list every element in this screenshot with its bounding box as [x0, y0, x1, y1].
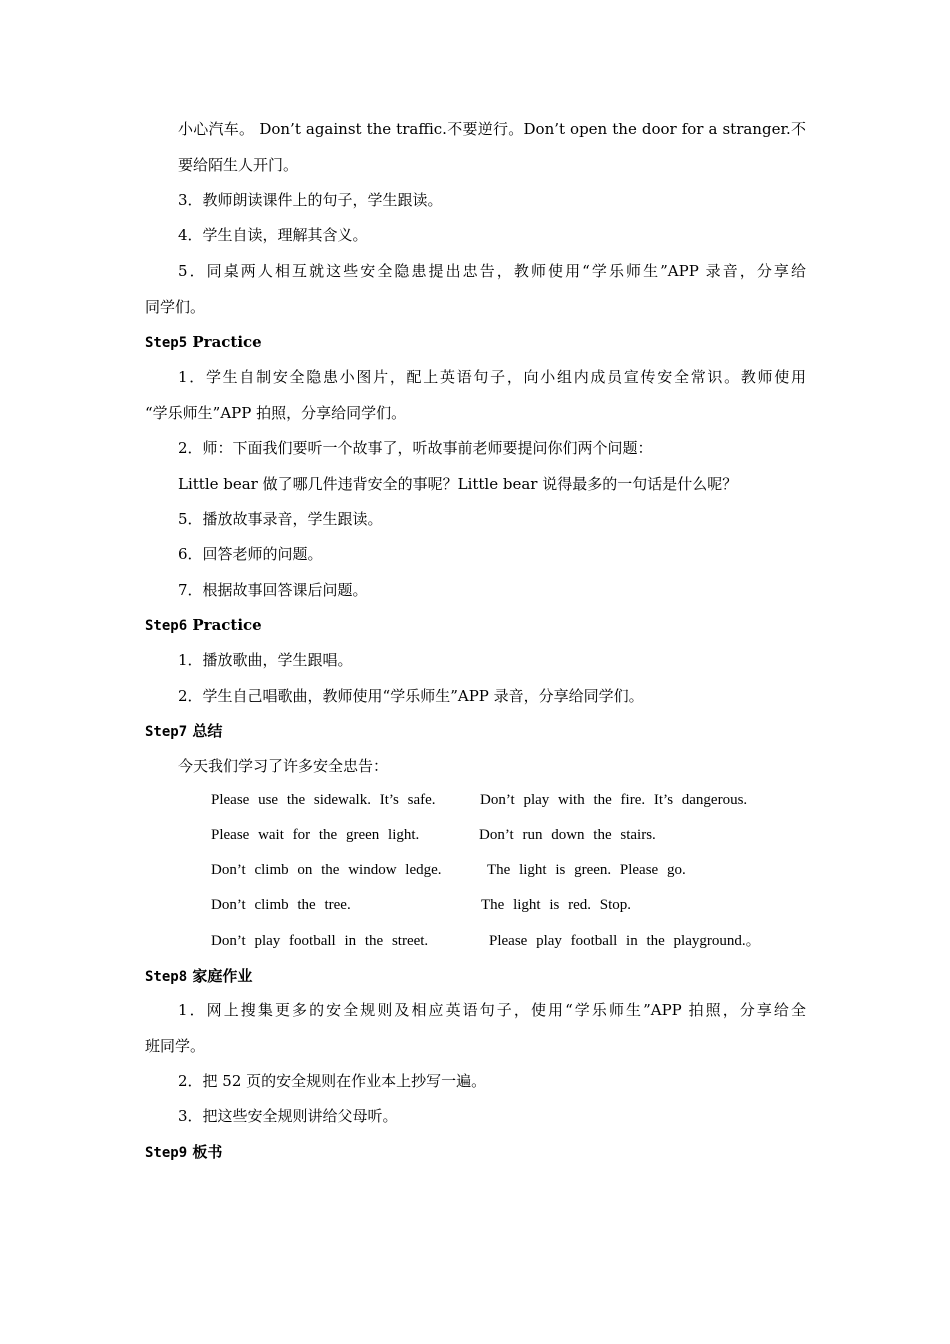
example-right: Don’t run down the stairs. — [479, 827, 656, 843]
paragraph-line: 要给陌生人开门。 — [178, 156, 299, 174]
step-title: Practice — [192, 333, 262, 351]
example-left: Don’t climb on the window ledge. — [211, 862, 442, 878]
step-title: Practice — [192, 616, 262, 634]
summary-intro: 今天我们学习了许多安全忠告： — [178, 757, 389, 775]
example-left: Please wait for the green light. — [211, 827, 420, 843]
example-right: The light is green. Please go. — [487, 862, 686, 878]
example-left: Don’t climb the tree. — [211, 897, 351, 913]
list-item-continuation: “学乐师生”APP 拍照，分享给同学们。 — [145, 404, 407, 422]
list-item: 2．把 52 页的安全规则在作业本上抄写一遍。 — [178, 1072, 487, 1090]
list-item-continuation: 班同学。 — [145, 1037, 206, 1055]
list-item: 6．回答老师的问题。 — [178, 545, 323, 563]
list-item-continuation: 同学们。 — [145, 298, 206, 316]
step-title: 板书 — [192, 1143, 223, 1161]
question-line: Little bear 做了哪几件违背安全的事呢？Little bear 说得最多的一句话是什么呢？ — [178, 475, 738, 493]
list-item: 5．同桌两人相互就这些安全隐患提出忠告，教师使用“学乐师生”APP 录音，分享给 — [178, 262, 806, 280]
step6-heading — [145, 615, 262, 636]
list-item: 1．网上搜集更多的安全规则及相应英语句子，使用“学乐师生”APP 拍照，分享给全 — [178, 1001, 806, 1019]
step-title: 总结 — [192, 722, 223, 740]
step-code: Step9 — [145, 1145, 188, 1161]
step5-heading — [145, 332, 262, 353]
example-right: Don’t play with the fire. It’s dangerous. — [480, 792, 748, 808]
step-code: Step7 — [145, 724, 188, 740]
step9-heading — [145, 1142, 222, 1163]
list-item: 7．根据故事回答课后问题。 — [178, 581, 368, 599]
step8-heading — [145, 966, 252, 987]
list-item: 1．播放歌曲，学生跟唱。 — [178, 651, 353, 669]
list-item: 4．学生自读，理解其含义。 — [178, 226, 368, 244]
list-item: 2．师：下面我们要听一个故事了，听故事前老师要提问你们两个问题： — [178, 439, 653, 457]
example-left: Please use the sidewalk. It’s safe. — [211, 792, 436, 808]
example-left: Don’t play football in the street. — [211, 933, 429, 949]
paragraph-line: 小心汽车。 Don’t against the traffic.不要逆行。Don’t open the door for a stranger.不 — [178, 120, 806, 138]
list-item: 3．把这些安全规则讲给父母听。 — [178, 1107, 398, 1125]
example-right: Please play football in the playground.。 — [489, 933, 761, 949]
step-code: Step8 — [145, 969, 188, 985]
step-title: 家庭作业 — [192, 967, 253, 985]
list-item: 1．学生自制安全隐患小图片，配上英语句子，向小组内成员宣传安全常识。教师使用 — [178, 368, 806, 386]
step-code: Step6 — [145, 618, 188, 634]
list-item: 2．学生自己唱歌曲，教师使用“学乐师生”APP 录音，分享给同学们。 — [178, 687, 644, 705]
step-code: Step5 — [145, 335, 188, 351]
step7-heading — [145, 721, 222, 742]
list-item: 3．教师朗读课件上的句子，学生跟读。 — [178, 191, 443, 209]
example-right: The light is red. Stop. — [481, 897, 631, 913]
list-item: 5．播放故事录音，学生跟读。 — [178, 510, 383, 528]
